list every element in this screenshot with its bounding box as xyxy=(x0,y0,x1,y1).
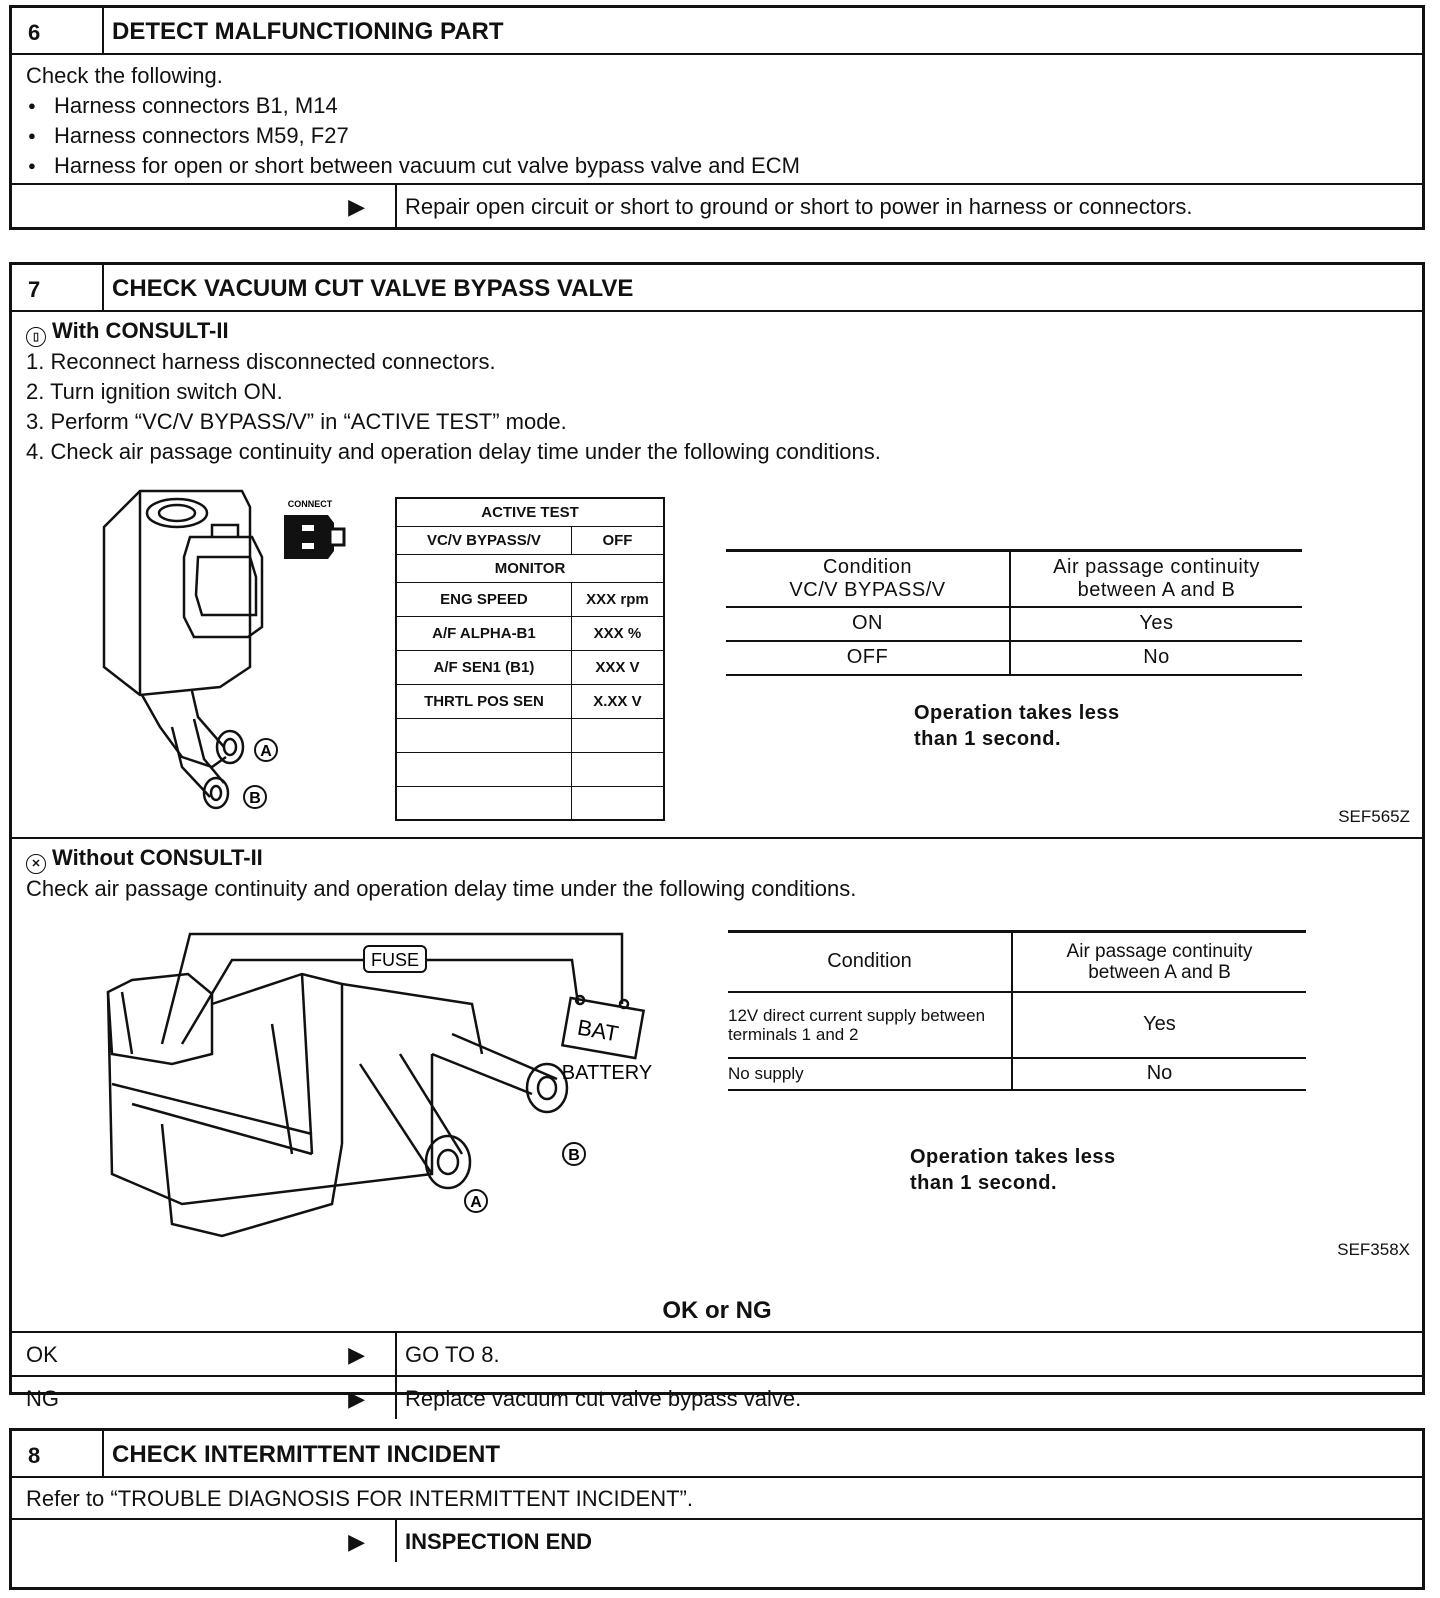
result-cell: Yes xyxy=(1010,607,1302,641)
test-item-value: OFF xyxy=(571,526,664,554)
figure-sef358x xyxy=(12,904,1422,1289)
arrow-right-icon: ▶ xyxy=(348,1342,365,1367)
monitor-label: A/F SEN1 (B1) xyxy=(396,650,571,684)
result-row xyxy=(12,183,1422,227)
consult-icon: ▯ xyxy=(26,327,46,347)
monitor-label: THRTL POS SEN xyxy=(396,684,571,718)
condition-cell: ON xyxy=(726,607,1010,641)
empty-cell xyxy=(396,718,571,752)
step-6-body xyxy=(12,55,1422,183)
operation-note: Operation takes less than 1 second. xyxy=(914,702,1120,750)
connect-label: CONNECT xyxy=(287,499,333,509)
condition-table-manual xyxy=(728,930,1306,1091)
ok-or-ng-heading: OK or NG xyxy=(662,1297,772,1324)
list-item: 4. Check air passage continuity and operation delay time under the following conditions. xyxy=(26,439,881,464)
result-label-cell xyxy=(12,1520,397,1562)
check-list xyxy=(26,91,1408,181)
figure-code: SEF565Z xyxy=(1338,807,1410,826)
list-item: 3. Perform “VC/V BYPASS/V” in “ACTIVE TEST” mode. xyxy=(26,409,567,434)
step-7-header xyxy=(12,265,1422,312)
ng-result: Replace vacuum cut valve bypass valve. xyxy=(405,1386,802,1411)
condition-cell: No supply xyxy=(728,1058,1012,1090)
arrow-right-icon: ▶ xyxy=(348,194,365,219)
monitor-label: ENG SPEED xyxy=(396,582,571,616)
monitor-label: A/F ALPHA-B1 xyxy=(396,616,571,650)
result-label-cell xyxy=(12,185,397,227)
result-row xyxy=(12,1518,1422,1562)
empty-cell xyxy=(571,752,664,786)
result-text: Repair open circuit or short to ground or short to power in harness or connectors. xyxy=(405,194,1193,219)
monitor-value: XXX % xyxy=(571,616,664,650)
vacuum-valve-illustration xyxy=(12,467,372,827)
empty-cell xyxy=(396,786,571,820)
step-text: Refer to “TROUBLE DIAGNOSIS FOR INTERMITTENT INCIDENT”. xyxy=(26,1486,693,1511)
empty-cell xyxy=(571,718,664,752)
ng-label: NG xyxy=(26,1386,59,1411)
empty-cell xyxy=(396,752,571,786)
ok-label: OK xyxy=(26,1342,58,1367)
step-title: CHECK VACUUM CUT VALVE BYPASS VALVE xyxy=(112,275,634,302)
continuity-header: Air passage continuity between A and B xyxy=(1012,932,1306,992)
step-8-header xyxy=(12,1431,1422,1478)
consult-steps xyxy=(26,347,1408,467)
step-6-box xyxy=(9,5,1425,230)
arrow-right-icon: ▶ xyxy=(348,1529,365,1554)
ng-row xyxy=(12,1375,1422,1419)
port-a-label: A xyxy=(260,743,272,760)
step-8-box xyxy=(9,1428,1425,1590)
figure-sef565z xyxy=(12,467,1422,837)
arrow-right-icon: ▶ xyxy=(348,1386,365,1411)
monitor-value: XXX rpm xyxy=(571,582,664,616)
without-consult-section xyxy=(12,839,1422,904)
condition-header: Condition xyxy=(728,932,1012,992)
step-number: 6 xyxy=(12,8,104,53)
ng-label-cell xyxy=(12,1377,397,1419)
condition-header: Condition VC/V BYPASS/V xyxy=(726,551,1010,607)
no-consult-icon: ✕ xyxy=(26,854,46,874)
test-item: VC/V BYPASS/V xyxy=(396,526,571,554)
valve-battery-illustration xyxy=(12,904,692,1284)
active-test-header: ACTIVE TEST xyxy=(396,498,664,526)
figure-code: SEF358X xyxy=(1337,1240,1410,1259)
step-number: 7 xyxy=(12,265,104,310)
result-cell: Yes xyxy=(1012,992,1306,1058)
monitor-value: XXX V xyxy=(571,650,664,684)
operation-note: Operation takes less than 1 second. xyxy=(910,1146,1116,1194)
step-6-header xyxy=(12,8,1422,55)
result-text: INSPECTION END xyxy=(405,1529,593,1554)
active-test-table xyxy=(395,497,665,821)
list-item: ● Harness connectors M59, F27 xyxy=(26,121,1408,151)
step-title: CHECK INTERMITTENT INCIDENT xyxy=(112,1441,500,1468)
step-intro: Check the following. xyxy=(26,63,223,88)
port-a-label: A xyxy=(470,1194,482,1211)
fuse-label: FUSE xyxy=(370,950,420,970)
with-consult-title: ▯ With CONSULT-II xyxy=(26,316,1408,347)
ok-row xyxy=(12,1331,1422,1375)
monitor-value: X.XX V xyxy=(571,684,664,718)
condition-cell: 12V direct current supply between terminals 1 and 2 xyxy=(728,992,1012,1058)
without-consult-text: Check air passage continuity and operation delay time under the following conditions. xyxy=(26,876,857,901)
empty-cell xyxy=(571,786,664,820)
connector-icon xyxy=(284,515,344,559)
battery-label: BATTERY xyxy=(561,1062,653,1084)
port-b-label: B xyxy=(249,790,261,807)
list-item: ● Harness connectors B1, M14 xyxy=(26,91,1408,121)
ok-result: GO TO 8. xyxy=(405,1342,500,1367)
step-number: 8 xyxy=(12,1431,104,1476)
list-item: 1. Reconnect harness disconnected connectors. xyxy=(26,349,496,374)
ok-label-cell xyxy=(12,1333,397,1375)
step-8-body xyxy=(12,1478,1422,1518)
list-item: ● Harness for open or short between vacuum cut valve bypass valve and ECM xyxy=(26,151,1408,181)
step-7-box xyxy=(9,262,1425,1411)
result-cell: No xyxy=(1012,1058,1306,1090)
bat-label: BAT xyxy=(575,1014,621,1047)
result-cell: No xyxy=(1010,641,1302,675)
continuity-header: Air passage continuity between A and B xyxy=(1010,551,1302,607)
condition-cell: OFF xyxy=(726,641,1010,675)
step-title: DETECT MALFUNCTIONING PART xyxy=(112,18,504,45)
monitor-header: MONITOR xyxy=(396,554,664,582)
condition-table-consult xyxy=(726,549,1302,676)
port-b-label: B xyxy=(568,1147,580,1164)
without-consult-title: ✕ Without CONSULT-II xyxy=(26,843,1408,874)
list-item: 2. Turn ignition switch ON. xyxy=(26,379,283,404)
with-consult-section xyxy=(12,312,1422,467)
